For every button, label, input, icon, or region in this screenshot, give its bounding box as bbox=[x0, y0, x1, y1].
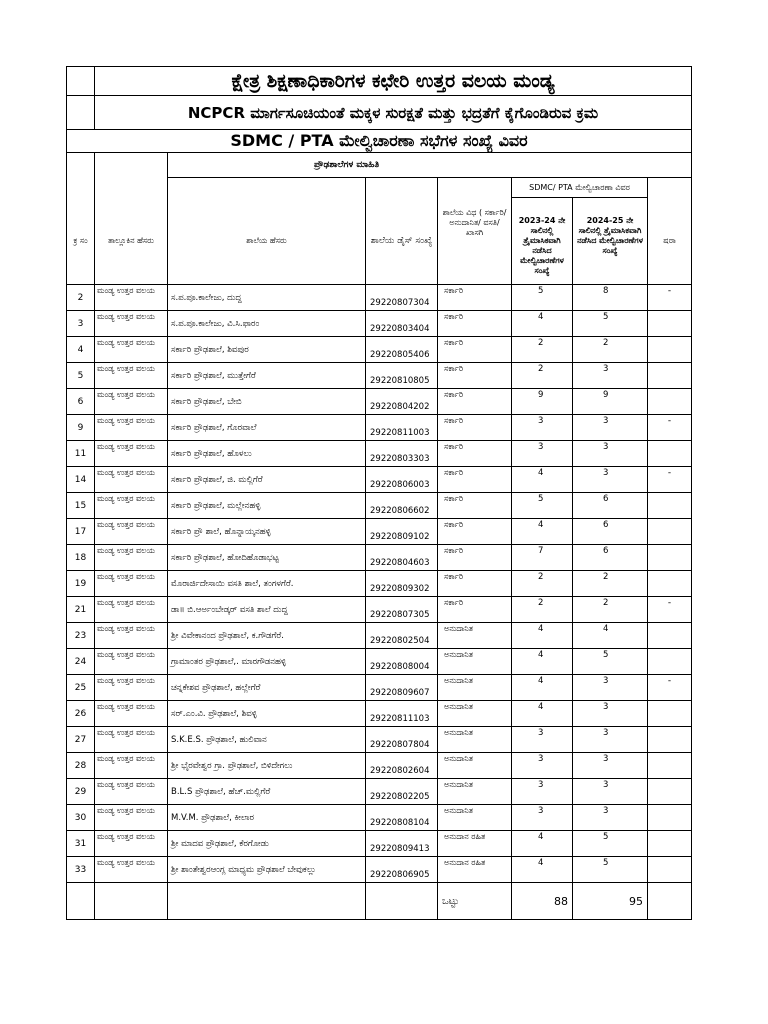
cell-2024-25: 5 bbox=[573, 831, 648, 857]
cell-remarks bbox=[648, 727, 692, 753]
cell-sl-no: 2 bbox=[67, 285, 95, 311]
cell-2023-24: 5 bbox=[512, 285, 573, 311]
cell-sl-no: 26 bbox=[67, 701, 95, 727]
table-row bbox=[67, 831, 692, 857]
cell-2023-24: 3 bbox=[512, 441, 573, 467]
guideline-title: NCPCR ಮಾರ್ಗಸೂಚಿಯಂತೆ ಮಕ್ಕಳ ಸುರಕ್ಷತೆ ಮತ್ತು ಭದ್ರತೆಗೆ ಕೈಗೊಂಡಿರುವ ಕ್ರಮ bbox=[95, 96, 692, 130]
header-spacer bbox=[67, 178, 95, 198]
cell-school-type: ಸರ್ಕಾರಿ bbox=[438, 441, 512, 467]
table-row bbox=[67, 857, 692, 883]
table-row bbox=[67, 493, 692, 519]
cell-taluk: ಮಂಡ್ಯ ಉತ್ತರ ವಲಯ bbox=[95, 649, 168, 675]
cell-taluk: ಮಂಡ್ಯ ಉತ್ತರ ವಲಯ bbox=[95, 675, 168, 701]
cell-dise-code: 29220803303 bbox=[366, 441, 438, 467]
cell-2024-25: 3 bbox=[573, 467, 648, 493]
cell-school-name: ಸರ್ಕಾರಿ ಪ್ರೌಢಶಾಲೆ, ಜಿ. ಮಲ್ಲಿಗೆರೆ bbox=[168, 467, 366, 493]
cell-school-name: ಸರ್ಕಾರಿ ಪ್ರೌಢಶಾಲೆ, ಹೋದಿಹೊಡಾಭಟ್ಟ bbox=[168, 545, 366, 571]
cell-2024-25: 3 bbox=[573, 701, 648, 727]
cell-2024-25: 2 bbox=[573, 571, 648, 597]
cell-remarks bbox=[648, 519, 692, 545]
table-row bbox=[67, 337, 692, 363]
section-title-text: ಪ್ರೌಢಶಾಲೆಗಳ ಮಾಹಿತಿ bbox=[314, 160, 380, 170]
cell-remarks: - bbox=[648, 467, 692, 493]
table-row bbox=[67, 779, 692, 805]
cell-school-type: ಅನುದಾನಿತ bbox=[438, 675, 512, 701]
cell-school-name: ಗ್ರಾಮಾಂತರ ಪ್ರೌಢಶಾಲೆ,. ಮಾರಗೌಡನಹಳ್ಳಿ bbox=[168, 649, 366, 675]
cell-2023-24: 5 bbox=[512, 493, 573, 519]
header-2024-25: 2024-25 ನೇ ಸಾಲಿನಲ್ಲಿ ತ್ರೈಮಾಸಿಕವಾಗಿ ನಡೆಸಿದ ಮೇಲ್ವಿಚಾರಣೆಗಳ ಸಂಖ್ಯೆ bbox=[573, 198, 648, 285]
cell-2024-25: 5 bbox=[573, 857, 648, 883]
cell-school-name: ಚನ್ನಕೇಶವ ಪ್ರೌಢಶಾಲೆ, ಹಲ್ಲೇಗೆರೆ bbox=[168, 675, 366, 701]
table-row bbox=[67, 389, 692, 415]
cell-remarks bbox=[648, 623, 692, 649]
cell-school-type: ಸರ್ಕಾರಿ bbox=[438, 519, 512, 545]
subtitle-margin-cell bbox=[67, 96, 95, 130]
totals-empty-cell bbox=[648, 883, 692, 920]
cell-school-type: ಅನುದಾನಿತ bbox=[438, 779, 512, 805]
table-row bbox=[67, 805, 692, 831]
cell-dise-code: 29220810805 bbox=[366, 363, 438, 389]
table-row bbox=[67, 701, 692, 727]
cell-dise-code: 29220802504 bbox=[366, 623, 438, 649]
cell-school-name: ಸರ್ಕಾರಿ ಪ್ರೌಢಶಾಲೆ, ಮುತ್ತೇಗೆರೆ bbox=[168, 363, 366, 389]
cell-sl-no: 6 bbox=[67, 389, 95, 415]
cell-school-type: ಅನುದಾನ ರಹಿತ bbox=[438, 831, 512, 857]
cell-remarks bbox=[648, 493, 692, 519]
cell-remarks bbox=[648, 857, 692, 883]
cell-2024-25: 3 bbox=[573, 675, 648, 701]
section-margin-cell bbox=[95, 153, 168, 178]
cell-remarks: - bbox=[648, 675, 692, 701]
cell-2024-25: 9 bbox=[573, 389, 648, 415]
cell-sl-no: 25 bbox=[67, 675, 95, 701]
header-spacer bbox=[366, 178, 438, 198]
office-title: ಕ್ಷೇತ್ರ ಶಿಕ್ಷಣಾಧಿಕಾರಿಗಳ ಕಛೇರಿ ಉತ್ತರ ವಲಯ ಮಂಡ್ಯ bbox=[95, 67, 692, 96]
cell-sl-no: 21 bbox=[67, 597, 95, 623]
cell-school-type: ಸರ್ಕಾರಿ bbox=[438, 415, 512, 441]
table-row bbox=[67, 727, 692, 753]
cell-2024-25: 3 bbox=[573, 805, 648, 831]
header-taluk: ತಾಲ್ಲೂಕಿನ ಹೆಸರು bbox=[95, 198, 168, 285]
cell-dise-code: 29220806905 bbox=[366, 857, 438, 883]
cell-sl-no: 4 bbox=[67, 337, 95, 363]
cell-taluk: ಮಂಡ್ಯ ಉತ್ತರ ವಲಯ bbox=[95, 285, 168, 311]
cell-taluk: ಮಂಡ್ಯ ಉತ್ತರ ವಲಯ bbox=[95, 753, 168, 779]
cell-remarks bbox=[648, 545, 692, 571]
cell-school-type: ಸರ್ಕಾರಿ bbox=[438, 597, 512, 623]
table-row bbox=[67, 753, 692, 779]
section-title bbox=[168, 153, 692, 178]
cell-2024-25: 2 bbox=[573, 597, 648, 623]
cell-remarks: - bbox=[648, 285, 692, 311]
cell-taluk: ಮಂಡ್ಯ ಉತ್ತರ ವಲಯ bbox=[95, 415, 168, 441]
totals-empty-cell bbox=[168, 883, 366, 920]
table-row bbox=[67, 467, 692, 493]
cell-dise-code: 29220803404 bbox=[366, 311, 438, 337]
cell-2023-24: 4 bbox=[512, 675, 573, 701]
cell-school-name: ಸರ್ಕಾರಿ ಪ್ರೌಢಶಾಲೆ, ಹೊಳಲು bbox=[168, 441, 366, 467]
cell-taluk: ಮಂಡ್ಯ ಉತ್ತರ ವಲಯ bbox=[95, 701, 168, 727]
cell-school-name: ಶ್ರೀ ಭೈರವೇಶ್ವರ ಗ್ರಾ. ಪ್ರೌಢಶಾಲೆ, ಬಿಳಿದೇಗಲು bbox=[168, 753, 366, 779]
totals-empty-cell bbox=[67, 883, 95, 920]
cell-dise-code: 29220804603 bbox=[366, 545, 438, 571]
cell-2024-25: 6 bbox=[573, 493, 648, 519]
cell-school-name: ಸರ್.ಎಂ.ವಿ. ಪ್ರೌಢಶಾಲೆ, ಶಿವಳ್ಳಿ bbox=[168, 701, 366, 727]
cell-sl-no: 24 bbox=[67, 649, 95, 675]
cell-2024-25: 5 bbox=[573, 649, 648, 675]
cell-remarks bbox=[648, 311, 692, 337]
cell-sl-no: 23 bbox=[67, 623, 95, 649]
cell-2024-25: 6 bbox=[573, 519, 648, 545]
cell-remarks bbox=[648, 831, 692, 857]
cell-2024-25: 4 bbox=[573, 623, 648, 649]
cell-school-type: ಸರ್ಕಾರಿ bbox=[438, 467, 512, 493]
cell-sl-no: 9 bbox=[67, 415, 95, 441]
cell-dise-code: 29220805406 bbox=[366, 337, 438, 363]
cell-school-name: ಶ್ರೀ ವಿವೇಕಾನಂದ ಪ್ರೌಢಶಾಲೆ, ಕ.ಗೌಡಗೆರೆ. bbox=[168, 623, 366, 649]
cell-remarks bbox=[648, 571, 692, 597]
cell-2023-24: 3 bbox=[512, 779, 573, 805]
cell-2024-25: 3 bbox=[573, 727, 648, 753]
table-row bbox=[67, 571, 692, 597]
cell-dise-code: 29220806003 bbox=[366, 467, 438, 493]
cell-taluk: ಮಂಡ್ಯ ಉತ್ತರ ವಲಯ bbox=[95, 311, 168, 337]
totals-row bbox=[67, 883, 692, 920]
cell-school-name: ಸರ್ಕಾರಿ ಪ್ರೌಢಶಾಲೆ, ಗೊರವಾಲೆ bbox=[168, 415, 366, 441]
cell-2023-24: 4 bbox=[512, 701, 573, 727]
header-dise-code: ಶಾಲೆಯ ಡೈಸ್ ಸಂಖ್ಯೆ bbox=[366, 198, 438, 285]
header-2023-24: 2023-24 ನೇ ಸಾಲಿನಲ್ಲಿ ತ್ರೈಮಾಸಿಕವಾಗಿ ನಡೆಸಿದ ಮೇಲ್ವಿಚಾರಣೆಗಳ ಸಂಖ್ಯೆ bbox=[512, 198, 573, 285]
cell-taluk: ಮಂಡ್ಯ ಉತ್ತರ ವಲಯ bbox=[95, 337, 168, 363]
table-row bbox=[67, 623, 692, 649]
cell-taluk: ಮಂಡ್ಯ ಉತ್ತರ ವಲಯ bbox=[95, 441, 168, 467]
cell-school-type: ಸರ್ಕಾರಿ bbox=[438, 363, 512, 389]
header-school-name: ಶಾಲೆಯ ಹೆಸರು bbox=[168, 198, 366, 285]
cell-sl-no: 18 bbox=[67, 545, 95, 571]
sdmc-group-header: SDMC/ PTA ಮೇಲ್ವಿಚಾರಣಾ ವಿವರ bbox=[512, 178, 648, 198]
cell-dise-code: 29220809102 bbox=[366, 519, 438, 545]
header-remarks: ಷರಾ bbox=[648, 198, 692, 285]
report-table bbox=[66, 66, 692, 920]
header-spacer bbox=[438, 178, 512, 198]
cell-taluk: ಮಂಡ್ಯ ಉತ್ತರ ವಲಯ bbox=[95, 857, 168, 883]
cell-2023-24: 2 bbox=[512, 597, 573, 623]
cell-school-name: B.L.S ಪ್ರೌಢಶಾಲೆ, ಹೆಚ್.ಮಲ್ಲಿಗೆರೆ bbox=[168, 779, 366, 805]
cell-2023-24: 4 bbox=[512, 649, 573, 675]
cell-remarks bbox=[648, 753, 692, 779]
cell-taluk: ಮಂಡ್ಯ ಉತ್ತರ ವಲಯ bbox=[95, 545, 168, 571]
cell-2024-25: 8 bbox=[573, 285, 648, 311]
cell-dise-code: 29220802205 bbox=[366, 779, 438, 805]
section-margin-cell bbox=[67, 153, 95, 178]
cell-taluk: ಮಂಡ್ಯ ಉತ್ತರ ವಲಯ bbox=[95, 831, 168, 857]
cell-taluk: ಮಂಡ್ಯ ಉತ್ತರ ವಲಯ bbox=[95, 493, 168, 519]
cell-2024-25: 3 bbox=[573, 441, 648, 467]
cell-2023-24: 4 bbox=[512, 311, 573, 337]
totals-label: ಒಟ್ಟು bbox=[438, 883, 512, 920]
cell-school-type: ಅನುದಾನಿತ bbox=[438, 701, 512, 727]
cell-dise-code: 29220809302 bbox=[366, 571, 438, 597]
cell-dise-code: 29220807804 bbox=[366, 727, 438, 753]
header-sl-no: ಕ್ರ ಸಂ bbox=[67, 198, 95, 285]
cell-taluk: ಮಂಡ್ಯ ಉತ್ತರ ವಲಯ bbox=[95, 727, 168, 753]
cell-2024-25: 3 bbox=[573, 779, 648, 805]
cell-dise-code: 29220808004 bbox=[366, 649, 438, 675]
table-row bbox=[67, 415, 692, 441]
header-spacer bbox=[648, 178, 692, 198]
cell-2023-24: 4 bbox=[512, 623, 573, 649]
cell-sl-no: 17 bbox=[67, 519, 95, 545]
cell-sl-no: 19 bbox=[67, 571, 95, 597]
cell-remarks bbox=[648, 389, 692, 415]
cell-2023-24: 3 bbox=[512, 805, 573, 831]
report-title: SDMC / PTA ಮೇಲ್ವಿಚಾರಣಾ ಸಭೆಗಳ ಸಂಖ್ಯೆ ವಿವರ bbox=[67, 130, 692, 153]
cell-dise-code: 29220802604 bbox=[366, 753, 438, 779]
cell-2023-24: 3 bbox=[512, 415, 573, 441]
table-row bbox=[67, 649, 692, 675]
cell-2023-24: 2 bbox=[512, 363, 573, 389]
cell-2024-25: 5 bbox=[573, 311, 648, 337]
cell-dise-code: 29220807304 bbox=[366, 285, 438, 311]
cell-school-type: ಸರ್ಕಾರಿ bbox=[438, 311, 512, 337]
cell-sl-no: 28 bbox=[67, 753, 95, 779]
cell-2024-25: 6 bbox=[573, 545, 648, 571]
cell-remarks bbox=[648, 441, 692, 467]
cell-school-type: ಸರ್ಕಾರಿ bbox=[438, 571, 512, 597]
totals-2024-25: 95 bbox=[573, 883, 648, 920]
header-spacer bbox=[95, 178, 168, 198]
cell-dise-code: 29220809607 bbox=[366, 675, 438, 701]
cell-dise-code: 29220809413 bbox=[366, 831, 438, 857]
cell-school-name: ಸರ್ಕಾರಿ ಪ್ರೌಢಶಾಲೆ, ಬೇಬಿ bbox=[168, 389, 366, 415]
cell-remarks: - bbox=[648, 415, 692, 441]
cell-school-type: ಅನುದಾನಿತ bbox=[438, 649, 512, 675]
cell-remarks bbox=[648, 337, 692, 363]
table-row bbox=[67, 545, 692, 571]
cell-sl-no: 15 bbox=[67, 493, 95, 519]
cell-2023-24: 9 bbox=[512, 389, 573, 415]
cell-taluk: ಮಂಡ್ಯ ಉತ್ತರ ವಲಯ bbox=[95, 519, 168, 545]
header-spacer bbox=[168, 178, 366, 198]
cell-school-type: ಸರ್ಕಾರಿ bbox=[438, 285, 512, 311]
cell-sl-no: 27 bbox=[67, 727, 95, 753]
cell-school-type: ಅನುದಾನಿತ bbox=[438, 623, 512, 649]
cell-2024-25: 3 bbox=[573, 753, 648, 779]
report-sheet bbox=[66, 66, 691, 920]
cell-school-type: ಸರ್ಕಾರಿ bbox=[438, 493, 512, 519]
table-row bbox=[67, 519, 692, 545]
cell-school-type: ಅನುದಾನ ರಹಿತ bbox=[438, 857, 512, 883]
cell-sl-no: 33 bbox=[67, 857, 95, 883]
cell-school-type: ಸರ್ಕಾರಿ bbox=[438, 545, 512, 571]
table-row bbox=[67, 441, 692, 467]
cell-school-name: ಸರ್ಕಾರಿ ಪ್ರೌ ಶಾಲೆ, ಹೊನ್ನಾಯ್ಕನಹಳ್ಳಿ bbox=[168, 519, 366, 545]
cell-school-name: ಮೊರಾರ್ಜಿದೇಸಾಯಿ ವಸತಿ ಶಾಲೆ, ತಂಗಳಗೆರೆ. bbox=[168, 571, 366, 597]
cell-remarks bbox=[648, 701, 692, 727]
cell-school-type: ಅನುದಾನಿತ bbox=[438, 805, 512, 831]
cell-school-type: ಅನುದಾನಿತ bbox=[438, 753, 512, 779]
cell-dise-code: 29220804202 bbox=[366, 389, 438, 415]
cell-2023-24: 4 bbox=[512, 519, 573, 545]
table-row bbox=[67, 311, 692, 337]
cell-2023-24: 3 bbox=[512, 753, 573, 779]
table-row bbox=[67, 285, 692, 311]
cell-school-name: ಸರ್ಕಾರಿ ಪ್ರೌಢಶಾಲೆ, ಶಿವಪುರ bbox=[168, 337, 366, 363]
cell-taluk: ಮಂಡ್ಯ ಉತ್ತರ ವಲಯ bbox=[95, 467, 168, 493]
cell-2023-24: 7 bbox=[512, 545, 573, 571]
title-margin-cell bbox=[67, 67, 95, 96]
cell-dise-code: 29220811003 bbox=[366, 415, 438, 441]
cell-dise-code: 29220806602 bbox=[366, 493, 438, 519]
cell-dise-code: 29220807305 bbox=[366, 597, 438, 623]
cell-2023-24: 4 bbox=[512, 831, 573, 857]
header-school-type: ಶಾಲೆಯ ವಿಧ ( ಸರ್ಕಾರಿ/ ಅನುದಾನಿತ/ ವಸತಿ/ ಖಾಸಗಿ bbox=[438, 198, 512, 285]
cell-2023-24: 2 bbox=[512, 571, 573, 597]
cell-sl-no: 5 bbox=[67, 363, 95, 389]
cell-taluk: ಮಂಡ್ಯ ಉತ್ತರ ವಲಯ bbox=[95, 363, 168, 389]
table-row bbox=[67, 675, 692, 701]
cell-taluk: ಮಂಡ್ಯ ಉತ್ತರ ವಲಯ bbox=[95, 389, 168, 415]
cell-dise-code: 29220811103 bbox=[366, 701, 438, 727]
cell-remarks bbox=[648, 649, 692, 675]
cell-school-type: ಅನುದಾನಿತ bbox=[438, 727, 512, 753]
cell-taluk: ಮಂಡ್ಯ ಉತ್ತರ ವಲಯ bbox=[95, 805, 168, 831]
cell-2024-25: 3 bbox=[573, 363, 648, 389]
cell-2023-24: 4 bbox=[512, 857, 573, 883]
table-row bbox=[67, 597, 692, 623]
cell-2024-25: 3 bbox=[573, 415, 648, 441]
cell-sl-no: 14 bbox=[67, 467, 95, 493]
cell-2023-24: 4 bbox=[512, 467, 573, 493]
cell-sl-no: 3 bbox=[67, 311, 95, 337]
totals-empty-cell bbox=[366, 883, 438, 920]
totals-empty-cell bbox=[95, 883, 168, 920]
cell-remarks bbox=[648, 805, 692, 831]
cell-2023-24: 3 bbox=[512, 727, 573, 753]
cell-taluk: ಮಂಡ್ಯ ಉತ್ತರ ವಲಯ bbox=[95, 571, 168, 597]
cell-taluk: ಮಂಡ್ಯ ಉತ್ತರ ವಲಯ bbox=[95, 623, 168, 649]
cell-school-name: ಸ.ಪ.ಪೂ.ಕಾಲೇಜು, ದುದ್ದ bbox=[168, 285, 366, 311]
cell-school-name: ಶ್ರೀ ಮಾದವ ಪ್ರೌಢಶಾಲೆ, ಕೆರಗೋಡು bbox=[168, 831, 366, 857]
table-row bbox=[67, 363, 692, 389]
cell-remarks bbox=[648, 363, 692, 389]
cell-remarks: - bbox=[648, 597, 692, 623]
cell-remarks bbox=[648, 779, 692, 805]
cell-sl-no: 30 bbox=[67, 805, 95, 831]
cell-sl-no: 11 bbox=[67, 441, 95, 467]
cell-school-name: ಸರ್ಕಾರಿ ಪ್ರೌಢಶಾಲೆ, ಮಲ್ಲೇನಹಳ್ಳಿ bbox=[168, 493, 366, 519]
cell-school-type: ಸರ್ಕಾರಿ bbox=[438, 389, 512, 415]
cell-dise-code: 29220808104 bbox=[366, 805, 438, 831]
cell-sl-no: 29 bbox=[67, 779, 95, 805]
cell-school-name: ಸ.ಪ.ಪೂ.ಕಾಲೇಜು, ವಿ.ಸಿ.ಫಾರಂ bbox=[168, 311, 366, 337]
cell-school-type: ಸರ್ಕಾರಿ bbox=[438, 337, 512, 363]
cell-taluk: ಮಂಡ್ಯ ಉತ್ತರ ವಲಯ bbox=[95, 597, 168, 623]
totals-2023-24: 88 bbox=[512, 883, 573, 920]
cell-2024-25: 2 bbox=[573, 337, 648, 363]
cell-school-name: M.V.M. ಪ್ರೌಢಶಾಲೆ, ಕೀಲಾರ bbox=[168, 805, 366, 831]
cell-school-name: ಡಾ॥ ಬಿ.ಆರ್ಅಂಬೇಡ್ಕರ್ ವಸತಿ ಶಾಲೆ ದುದ್ದ bbox=[168, 597, 366, 623]
cell-school-name: S.K.E.S. ಪ್ರೌಢಶಾಲೆ, ಹುಲಿವಾನ bbox=[168, 727, 366, 753]
cell-school-name: ಶ್ರೀ ಶಾಂತೇಶ್ವರಆಂಗ್ಲ ಮಾಧ್ಯಮ ಪ್ರೌಢಶಾಲೆ ಬೇವುಕಲ್ಲು bbox=[168, 857, 366, 883]
cell-sl-no: 31 bbox=[67, 831, 95, 857]
cell-2023-24: 2 bbox=[512, 337, 573, 363]
cell-taluk: ಮಂಡ್ಯ ಉತ್ತರ ವಲಯ bbox=[95, 779, 168, 805]
